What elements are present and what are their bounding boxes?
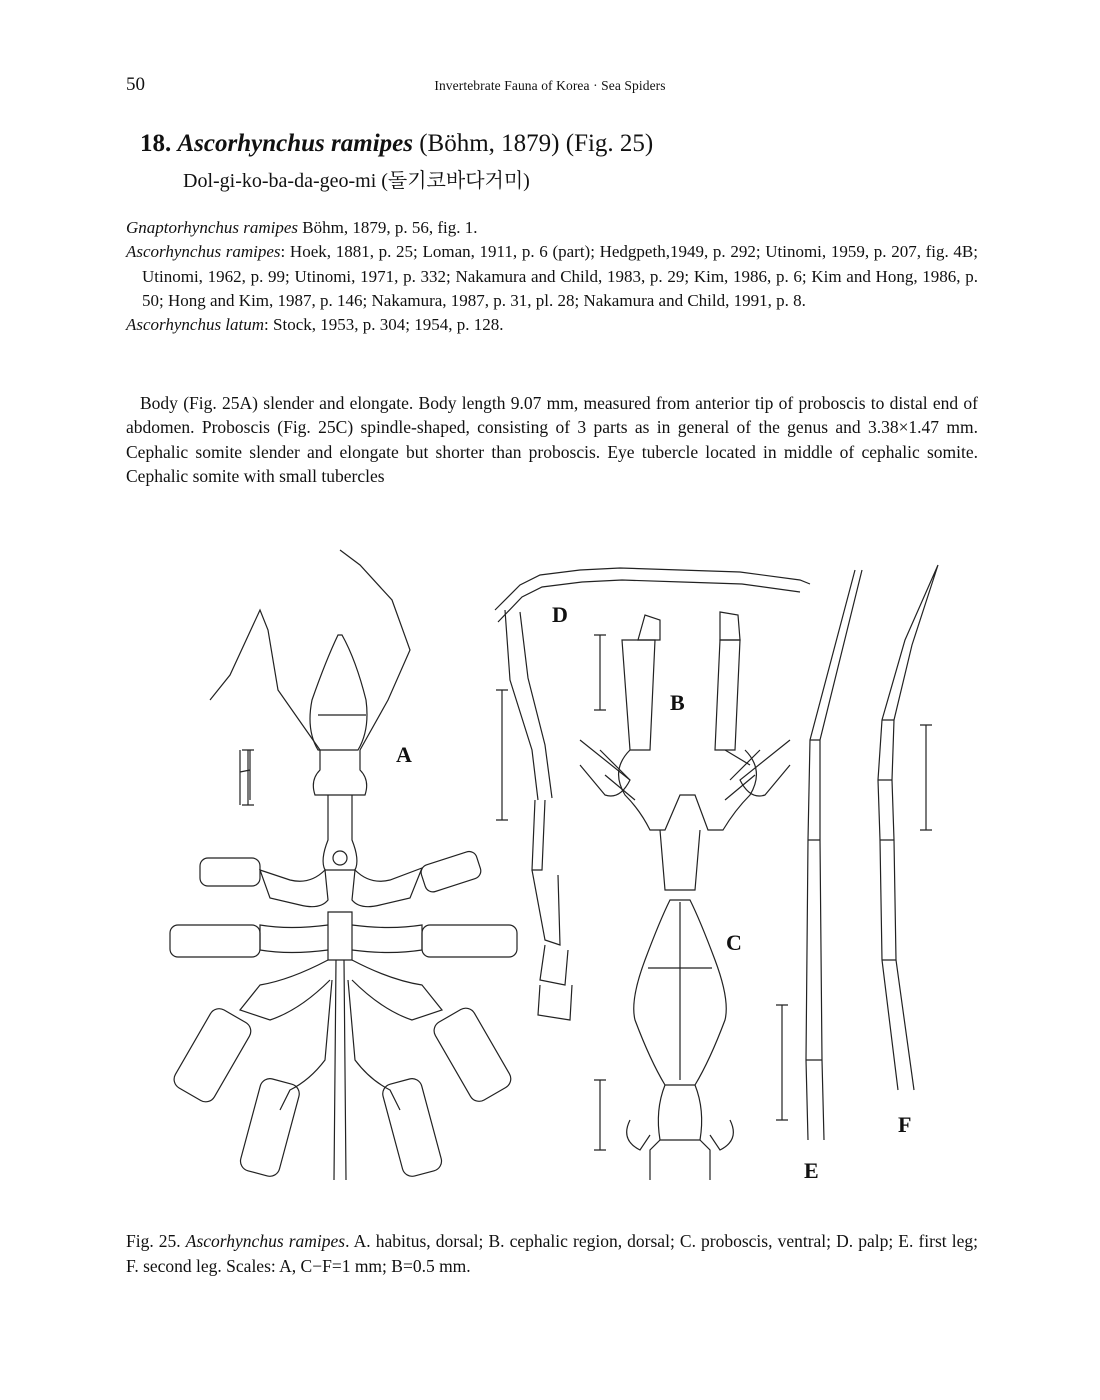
species-name: Ascorhynchus ramipes xyxy=(177,130,413,157)
synonymy-list xyxy=(126,216,978,337)
synonym-citation: : Hoek, 1881, p. 25; Loman, 1911, p. 6 (part); Hedgpeth,1949, p. 292; Utinomi, 1959, p. 207, fig. 4B; Utinomi, 1962, p. 99; Utinomi, 1971, p. 332; Nakamura and Child, 1983, p. 29; Kim, 1986, p. 6; Kim and Hong, 1986, p. 50; Hong and Kim, 1987, p. 146; Nakamura, 1987, p. 31, pl. 28; Nakamura and Child, 1991, p. 8. xyxy=(142,242,978,310)
caption-text: . A. habitus, dorsal; B. cephalic region, dorsal; C. proboscis, ventral; D. palp; E. first leg; F. second leg. Scales: A, C−F=1 mm; B=0.5 mm. xyxy=(126,1231,978,1276)
figure-drawing xyxy=(160,540,960,1200)
running-head: Invertebrate Fauna of Korea · Sea Spiders xyxy=(434,78,666,93)
panel-label-a: A xyxy=(396,742,412,767)
figure-25 xyxy=(160,540,960,1200)
description-paragraph: Body (Fig. 25A) slender and elongate. Body length 9.07 mm, measured from anterior tip of proboscis to distal end of abdomen. Proboscis (Fig. 25C) spindle-shaped, consisting of 3 parts as in general of the genus and 3.38×1.47 mm. Cephalic somite slender and elongate but shorter than proboscis. Eye tubercle located in middle of cephalic somite. Cephalic somite with small tubercles xyxy=(126,393,978,486)
synonymy-entry xyxy=(126,216,978,240)
synonym-citation: Böhm, 1879, p. 56, fig. 1. xyxy=(298,218,478,237)
panel-label-b: B xyxy=(670,690,685,715)
figure-caption xyxy=(126,1229,978,1279)
panel-label-e: E xyxy=(804,1158,819,1183)
species-authority: (Böhm, 1879) (Fig. 25) xyxy=(412,130,654,157)
species-number: 18. xyxy=(140,130,172,157)
panel-b-cephalic xyxy=(580,612,790,890)
synonymy-entry xyxy=(126,313,978,337)
korean-name: Dol-gi-ko-ba-da-geo-mi (돌기코바다거미) xyxy=(183,170,530,192)
panel-f-second-leg xyxy=(878,565,938,1090)
panel-e-first-leg xyxy=(806,570,862,1140)
synonymy-entry xyxy=(126,240,978,313)
panel-label-d: D xyxy=(552,602,568,627)
synonym-name: Ascorhynchus ramipes xyxy=(126,242,281,262)
species-heading xyxy=(140,130,653,158)
panel-label-f: F xyxy=(898,1112,912,1137)
panel-d-palp xyxy=(495,568,810,1020)
caption-prefix: Fig. 25. xyxy=(126,1231,186,1251)
synonym-name: Gnaptorhynchus ramipes xyxy=(126,218,299,237)
synonym-citation: : Stock, 1953, p. 304; 1954, p. 128. xyxy=(264,315,504,335)
panel-label-c: C xyxy=(726,930,742,955)
synonym-name: Ascorhynchus latum xyxy=(126,315,265,335)
panel-c-proboscis xyxy=(627,900,734,1180)
page-number: 50 xyxy=(126,74,145,95)
caption-species: Ascorhynchus ramipes xyxy=(185,1231,346,1251)
